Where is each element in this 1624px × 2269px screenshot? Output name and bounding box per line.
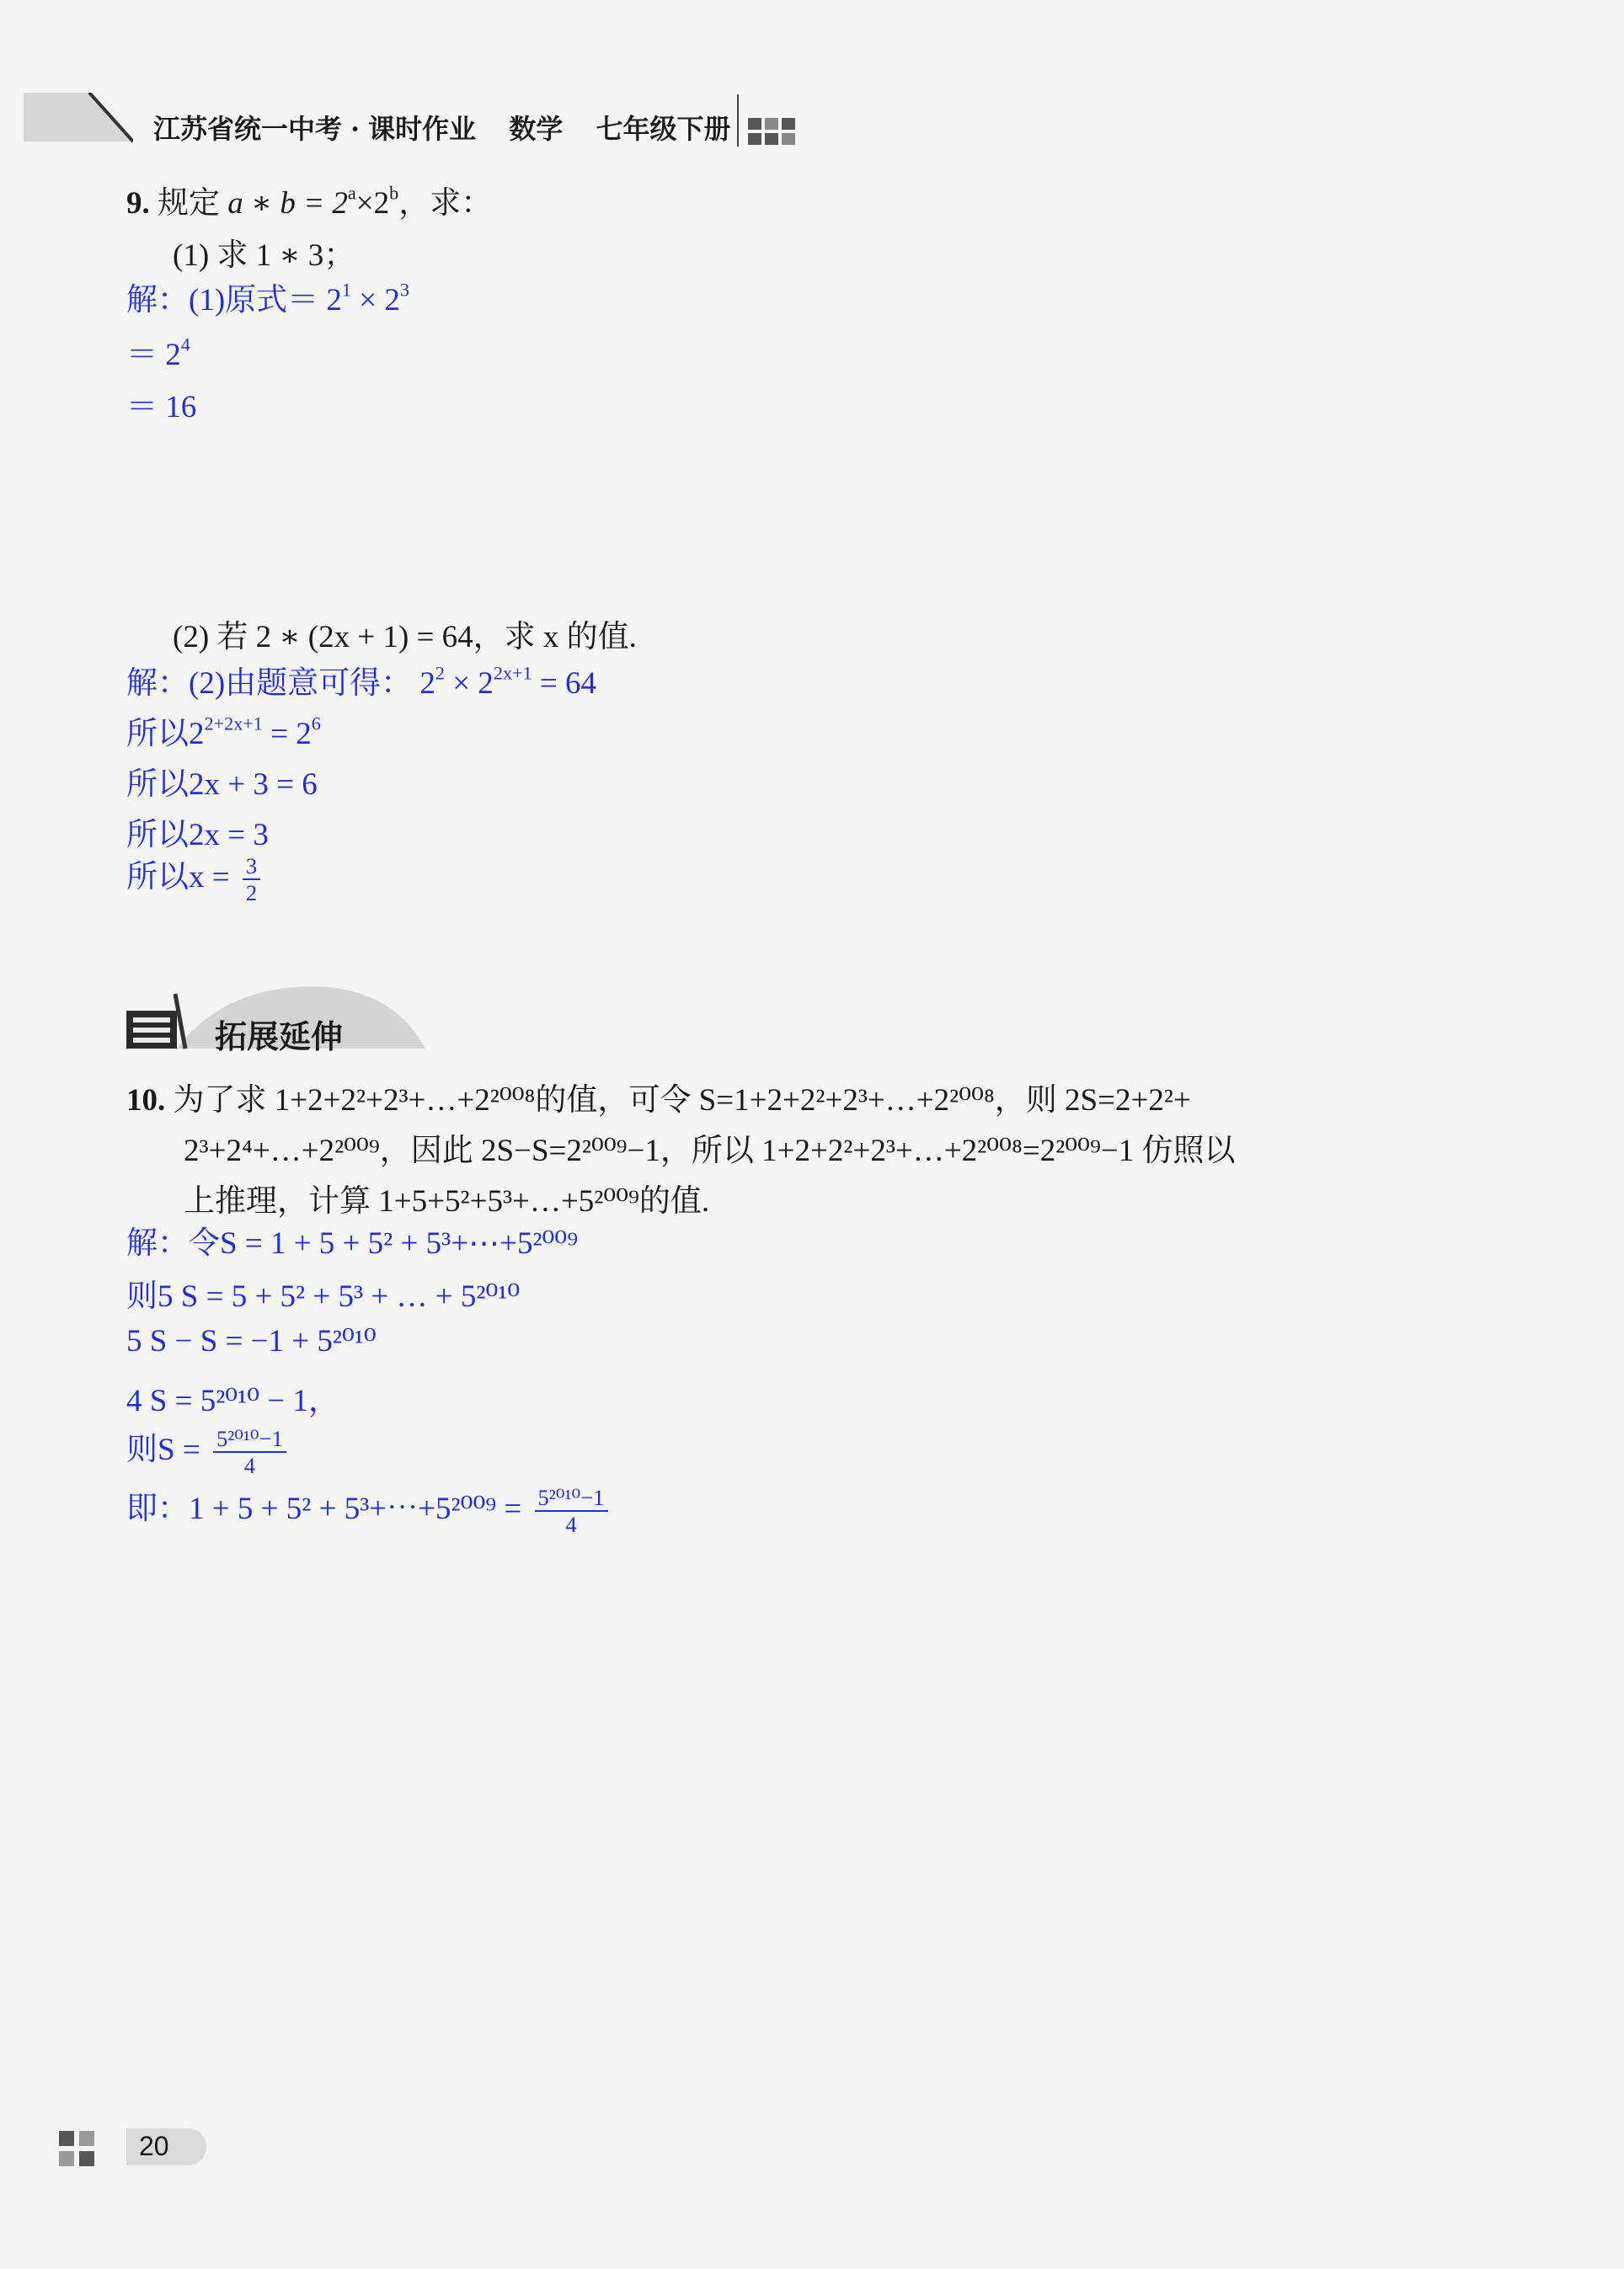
- footer-grid-icon: [59, 2131, 101, 2168]
- q10-line1-text: 为了求 1+2+2²+2³+…+2²⁰⁰⁸的值，可令 S=1+2+2²+2³+…+2²⁰⁰⁸，则 2S=2+2²+: [173, 1083, 1191, 1118]
- q10-line3: 上推理，计算 1+5+5²+5³+…+5²⁰⁰⁹的值.: [184, 1184, 710, 1219]
- q9-a2-l5-pre: 所以x =: [126, 860, 238, 894]
- q9-a2-l1-sup1: 2: [435, 662, 445, 684]
- q9-a1-l2-sup: 4: [180, 334, 190, 355]
- page-number: 20: [139, 2131, 169, 2161]
- q10-answer-line2: 则5 S = 5 + 5² + 5³ + … + 5²⁰¹⁰: [126, 1279, 521, 1314]
- q10-line1: [126, 1074, 1191, 1119]
- q9-a1-l1-pre: 解：(1)原式＝ 2: [126, 283, 342, 318]
- header-divider: [737, 94, 739, 147]
- q9-answer2-line5: [126, 851, 260, 905]
- q9-answer2-line4: 所以2x = 3: [126, 818, 269, 852]
- q9-answer1-line1: [126, 274, 409, 319]
- header-series: 江苏省统一中考: [153, 113, 343, 145]
- q9-a2-l2-sup2: 6: [311, 713, 321, 734]
- q9-a2-l1-post: = 64: [532, 666, 597, 701]
- q10-a-l6-pre: 即：1 + 5 + 5² + 5³+⋯+5²⁰⁰⁹ =: [126, 1492, 530, 1526]
- q9-answer2-line3: 所以2x + 3 = 6: [126, 767, 318, 802]
- q9-answer2-line1: [126, 657, 596, 702]
- q10-answer-line1: 解：令S = 1 + 5 + 5² + 5³+⋯+5²⁰⁰⁹: [126, 1226, 579, 1261]
- q9-part1: (1) 求 1 ∗ 3；: [173, 238, 355, 273]
- q9-a1-l1-mid: × 2: [351, 283, 400, 318]
- header-title: [153, 108, 739, 147]
- q10-a-l5-num: 5²⁰¹⁰−1: [213, 1428, 286, 1453]
- q10-a-l6-fraction: [535, 1484, 608, 1537]
- q9-stem-post: ，求：: [398, 186, 493, 221]
- q10-a-l5-pre: 则S =: [126, 1433, 208, 1467]
- q9-stem-expr: a ∗ b = 2: [227, 186, 348, 221]
- q9-a1-l1-sup2: 3: [399, 279, 409, 301]
- q10-answer-line3: 5 S − S = −1 + 5²⁰¹⁰: [126, 1324, 377, 1359]
- q9-a1-l1-sup1: 1: [341, 279, 351, 301]
- q10-answer-line5: [126, 1423, 286, 1477]
- q9-a2-l2-sup1: 2+2x+1: [204, 713, 263, 734]
- q9-a2-l1-pre: 解：(2)由题意可得： 2: [126, 666, 435, 701]
- header-grid-icon: [748, 118, 795, 145]
- header-wedge-decoration: [24, 93, 133, 143]
- q9-a2-frac-den: 2: [245, 879, 258, 905]
- q10-a-l5-den: 4: [243, 1452, 256, 1478]
- q9-a2-l1-sup2: 2x+1: [493, 662, 532, 684]
- header-grade: 七年级下册: [596, 113, 731, 145]
- q9-a2-l2-pre: 所以2: [126, 717, 205, 751]
- q9-a2-fraction: [243, 852, 260, 905]
- q9-a2-l1-mid: × 2: [445, 666, 494, 701]
- q10-number: 10.: [126, 1083, 166, 1118]
- section-title: 拓展延伸: [215, 1018, 344, 1055]
- header-dot: ·: [350, 113, 361, 145]
- q9-stem-pre: 规定: [158, 186, 220, 221]
- q9-answer2-line2: [126, 707, 321, 753]
- q10-a-l6-den: 4: [565, 1511, 577, 1537]
- q9-answer1-line2: [126, 328, 190, 374]
- q9-part2: (2) 若 2 ∗ (2x + 1) = 64，求 x 的值.: [173, 620, 637, 654]
- q9-number: 9.: [126, 186, 150, 221]
- q10-line2: 2³+2⁴+…+2²⁰⁰⁹，因此 2S−S=2²⁰⁰⁹−1，所以 1+2+2²+2³+…+2²⁰⁰⁸=2²⁰⁰⁹−1 仿照以: [184, 1134, 1236, 1168]
- q9-answer1-line3: ＝ 16: [126, 390, 197, 424]
- q9-a2-frac-num: 3: [243, 855, 260, 880]
- q10-a-l5-fraction: [213, 1425, 286, 1478]
- q10-a-l6-num: 5²⁰¹⁰−1: [535, 1487, 608, 1512]
- q9-stem-sup-b: b: [389, 182, 399, 204]
- q9-stem-mid: ×2: [355, 186, 390, 221]
- q9-stem: [126, 177, 492, 222]
- q10-answer-line4: 4 S = 5²⁰¹⁰ − 1，: [126, 1384, 339, 1418]
- header-subject: 数学: [509, 113, 564, 145]
- q9-a2-l2-mid: = 2: [262, 717, 312, 751]
- header-book: 课时作业: [368, 113, 477, 145]
- q10-answer-line6: [126, 1482, 608, 1536]
- q9-a1-l2-pre: ＝ 2: [126, 338, 181, 372]
- q9-stem-sup-a: a: [347, 182, 356, 204]
